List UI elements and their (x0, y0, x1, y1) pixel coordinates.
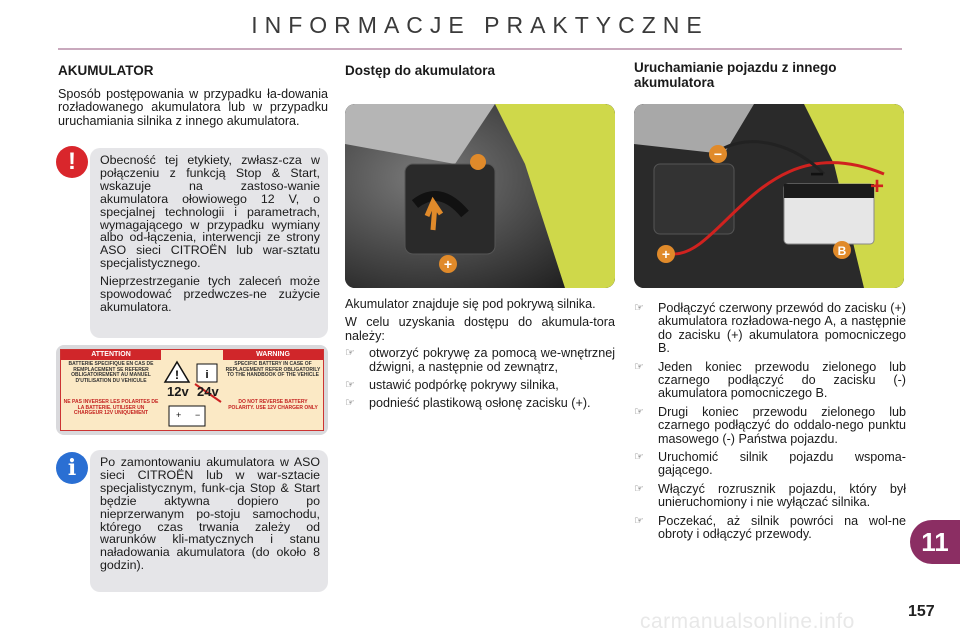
svg-text:!: ! (175, 368, 179, 382)
jumpstart-illustration (634, 104, 904, 288)
label-12v: 12v (167, 384, 189, 399)
battery-b-label: B (837, 244, 847, 258)
exclamation-icon: ! (56, 146, 88, 178)
page-number: 157 (908, 603, 935, 620)
label-symbols (161, 360, 225, 430)
label-en-top: SPECIFIC BATTERY IN CASE OF REPLACEMENT REFER OBLIGATORILY TO THE HANDBOOK OF THE VEHICLE (225, 361, 321, 379)
svg-text:+: + (661, 246, 671, 262)
access-section (345, 60, 615, 411)
label-fr-bottom: NE PAS INVERSER LES POLARITES DE LA BATTERIE. UTILISER UN CHARGEUR 12V UNIQUEMENT (63, 399, 159, 417)
hand-pointer-icon: ☞ (634, 405, 644, 418)
hand-pointer-icon: ☞ (345, 397, 355, 410)
label-attention: ATTENTION (61, 350, 161, 360)
list-item: ☞ Poczekać, aż silnik powróci na wol-ne obroty i odłączyć przewody. (634, 513, 906, 542)
svg-text:+: + (443, 256, 453, 272)
jumpstart-text (634, 298, 906, 547)
label-fr-top: BATTERIE SPECIFIQUE EN CAS DE REMPLACEMENT SE REFERER OBLIGATOIREMENT AU MANUEL D'UTILISATION DU VEHICULE (68, 361, 154, 384)
list-item: ☞ otworzyć pokrywę za pomocą we-wnętrznej dźwigni, a następnie od zewnątrz, (345, 346, 615, 374)
warning-note (90, 148, 328, 338)
list-item: ☞ Podłączyć czerwony przewód do zacisku (+) akumulatora rozładowa-nego A, a następnie do zacisku (+) akumulatora pomocniczego B. (634, 301, 906, 356)
access-steps (345, 347, 615, 411)
label-warning: WARNING (223, 350, 323, 360)
page-title: INFORMACJE PRAKTYCZNE (251, 12, 709, 38)
list-item: ☞ Uruchomić silnik pojazdu wspoma-gającego. (634, 450, 906, 478)
watermark: carmanualsonline.info (640, 610, 855, 633)
jumpstart-section (634, 60, 906, 542)
engine-bay-photo (345, 104, 615, 288)
battery-warning-label (56, 345, 328, 435)
access-text (345, 298, 615, 416)
list-item: ☞ podnieść plastikową osłonę zacisku (+). (345, 396, 591, 411)
list-item: ☞ Włączyć rozrusznik pojazdu, który był unieruchomiony i nie wyłączać silnika. (634, 481, 906, 510)
list-item: ☞ Drugi koniec przewodu zielonego lub czarnego podłączyć do oddalo-nego punktu masowego (-) Państwa pojazdu. (634, 404, 906, 446)
label-sticker (60, 349, 324, 431)
warning-text-1: Obecność tej etykiety, zwłasz-cza w połączeniu z funkcją Stop & Start, wskazuje na zastoso-wanie akumulatora ołowiowego 12 V, o specjalnej technologii i parametrach, wymagającego w przypadku wymiany albo od-łączenia, interwencji ze strony ASO sieci CITROËN lub war-sztatu specjalistycznego. (100, 153, 320, 271)
info-note (90, 450, 328, 592)
access-p2: W celu uzyskania dostępu do akumula-tora należy: (345, 315, 615, 343)
jumpstart-steps (634, 302, 906, 542)
access-heading: Dostęp do akumulatora (345, 63, 496, 78)
info-text: Po zamontowaniu akumulatora w ASO sieci CITROËN lub w war-sztacie specjalistycznym, funk-cja Stop & Start będzie aktywna dopiero po nieprzerwanym po-stoju samochodu, którego czas trwania zależy od warunków kli-matycznych i stanu naładowania akumulatora (do około 8 godzin). (100, 455, 320, 573)
plus-label: + (870, 173, 885, 200)
list-item: ☞ Jeden koniec przewodu zielonego lub czarnego podłączyć do zacisku (-) akumulatora pomocniczego B. (634, 359, 906, 401)
info-icon: i (56, 452, 88, 484)
access-p1: Akumulator znajduje się pod pokrywą silnika. (345, 297, 596, 311)
battery-section (58, 60, 328, 128)
svg-text:−: − (195, 410, 201, 420)
warning-text-2: Nieprzestrzeganie tych zaleceń może spowodować przedwczes-ne zużycie akumulatora. (100, 274, 320, 314)
hand-pointer-icon: ☞ (634, 451, 644, 464)
engine-bay-illustration (345, 104, 615, 288)
battery-heading: AKUMULATOR (58, 63, 154, 78)
label-24v: 24v (197, 384, 219, 399)
hand-pointer-icon: ☞ (345, 347, 355, 360)
svg-text:i: i (205, 369, 209, 381)
hand-pointer-icon: ☞ (634, 360, 644, 373)
jumpstart-photo (634, 104, 904, 288)
svg-text:+: + (176, 410, 182, 420)
hand-pointer-icon: ☞ (345, 379, 355, 392)
hand-pointer-icon: ☞ (634, 514, 644, 527)
list-item: ☞ ustawić podpórkę pokrywy silnika, (345, 378, 559, 393)
hand-pointer-icon: ☞ (634, 482, 644, 495)
label-en-bottom: DO NOT REVERSE BATTERY POLARITY. USE 12V CHARGER ONLY (228, 399, 318, 411)
minus-label: − (713, 146, 723, 162)
hand-pointer-icon: ☞ (634, 302, 644, 314)
svg-text:−: − (810, 161, 825, 188)
title-divider (58, 48, 902, 50)
chapter-tab: 11 (910, 520, 960, 564)
battery-intro: Sposób postępowania w przypadku ła-dowania rozładowanego akumulatora lub w przypadku uruchamiania silnika z innego akumulatora. (58, 87, 328, 128)
jumpstart-heading: Uruchamianie pojazdu z innego akumulatora (634, 60, 837, 90)
